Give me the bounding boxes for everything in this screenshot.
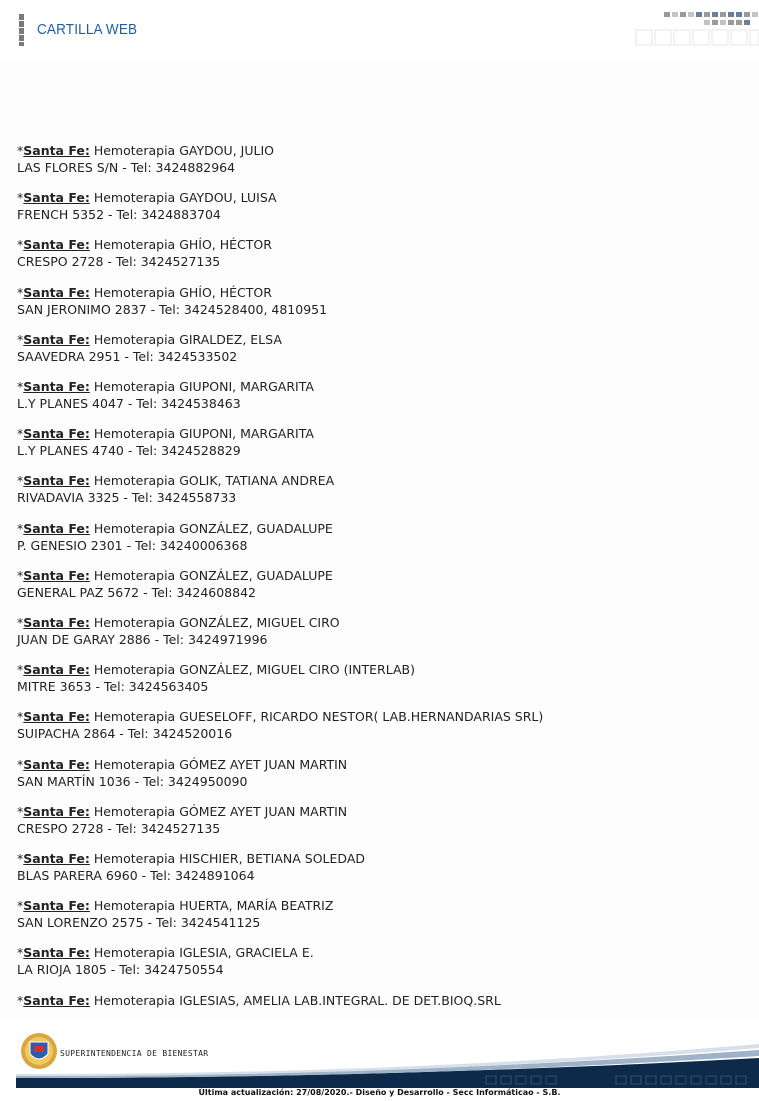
provider-entry xyxy=(17,189,277,223)
provider-city: Santa Fe: xyxy=(23,615,90,630)
provider-heading xyxy=(17,472,334,489)
provider-city: Santa Fe: xyxy=(23,284,90,300)
provider-heading xyxy=(17,567,333,584)
provider-entry xyxy=(17,567,333,601)
provider-heading xyxy=(17,661,415,678)
provider-name: Hemoterapia GHÍO, HÉCTOR xyxy=(93,237,272,253)
provider-entry xyxy=(17,614,340,648)
provider-name: Hemoterapia GIUPONI, MARGARITA xyxy=(93,426,314,442)
organization-name: SUPERINTENDENCIA DE BIENESTAR xyxy=(60,1049,209,1058)
provider-address: P. GENESIO 2301 - Tel: 34240006368 xyxy=(17,537,248,553)
provider-entry xyxy=(17,803,347,837)
provider-city: Santa Fe: xyxy=(23,473,90,489)
provider-heading xyxy=(17,520,333,537)
provider-entry xyxy=(17,142,274,176)
provider-name: Hemoterapia GONZÁLEZ, MIGUEL CIRO xyxy=(93,615,340,630)
bullet-mark: * xyxy=(17,190,24,206)
provider-city: Santa Fe: xyxy=(23,190,90,206)
provider-heading xyxy=(17,897,333,914)
provider-entry xyxy=(17,520,333,554)
provider-address: GENERAL PAZ 5672 - Tel: 3424608842 xyxy=(17,584,256,600)
provider-entry xyxy=(17,378,314,412)
provider-city: Santa Fe: xyxy=(23,237,90,253)
bullet-mark: * xyxy=(17,615,24,630)
provider-name: Hemoterapia GONZÁLEZ, GUADALUPE xyxy=(93,520,333,536)
provider-name: Hemoterapia GAYDOU, LUISA xyxy=(93,190,277,206)
bullet-mark: * xyxy=(17,945,24,961)
provider-name: Hemoterapia IGLESIA, GRACIELA E. xyxy=(93,945,314,961)
provider-city: Santa Fe: xyxy=(23,709,90,725)
provider-heading xyxy=(17,425,314,442)
provider-heading xyxy=(17,378,314,395)
bullet-mark: * xyxy=(17,803,24,819)
provider-address: MITRE 3653 - Tel: 3424563405 xyxy=(17,679,209,695)
bullet-mark: * xyxy=(17,331,24,347)
header-accent-bar xyxy=(19,14,24,46)
provider-address: CRESPO 2728 - Tel: 3424527135 xyxy=(17,820,221,836)
bullet-mark: * xyxy=(17,426,24,442)
provider-name: Hemoterapia GUESELOFF, RICARDO NESTOR( LAB.HERNANDARIAS SRL) xyxy=(93,709,544,725)
provider-entry xyxy=(17,897,333,931)
provider-name: Hemoterapia GIUPONI, MARGARITA xyxy=(93,379,314,394)
provider-entry xyxy=(17,708,543,742)
provider-name: Hemoterapia HUERTA, MARÍA BEATRIZ xyxy=(93,898,334,914)
provider-entry xyxy=(17,472,334,506)
bullet-mark: * xyxy=(17,898,24,914)
provider-name: Hemoterapia GIRALDEZ, ELSA xyxy=(93,331,282,347)
provider-heading xyxy=(17,803,347,820)
bullet-mark: * xyxy=(17,709,24,725)
provider-heading xyxy=(17,756,347,773)
provider-address: L.Y PLANES 4047 - Tel: 3424538463 xyxy=(17,396,241,411)
provider-entry xyxy=(17,944,314,978)
bullet-mark: * xyxy=(17,284,24,300)
provider-address: SUIPACHA 2864 - Tel: 3424520016 xyxy=(17,726,233,742)
provider-name: Hemoterapia GOLIK, TATIANA ANDREA xyxy=(93,473,335,489)
provider-entry xyxy=(17,331,282,365)
provider-entry xyxy=(17,756,347,790)
provider-entry xyxy=(17,850,365,884)
provider-city: Santa Fe: xyxy=(23,803,90,819)
provider-heading xyxy=(17,708,543,725)
provider-city: Santa Fe: xyxy=(23,851,90,866)
provider-name: Hemoterapia GAYDOU, JULIO xyxy=(93,143,274,158)
site-title: CARTILLA WEB xyxy=(37,21,138,38)
provider-name: Hemoterapia GHÍO, HÉCTOR xyxy=(93,284,272,300)
provider-address: JUAN DE GARAY 2886 - Tel: 3424971996 xyxy=(17,632,268,647)
provider-city: Santa Fe: xyxy=(23,662,90,678)
provider-heading xyxy=(17,614,340,631)
provider-name: Hemoterapia IGLESIAS, AMELIA LAB.INTEGRAL. DE DET.BIOQ.SRL xyxy=(93,992,501,1008)
provider-city: Santa Fe: xyxy=(23,331,90,347)
header-decoration xyxy=(634,0,759,50)
provider-address: LAS FLORES S/N - Tel: 3424882964 xyxy=(17,160,236,175)
provider-address: L.Y PLANES 4740 - Tel: 3424528829 xyxy=(17,443,241,459)
provider-heading xyxy=(17,944,314,961)
provider-address: RIVADAVIA 3325 - Tel: 3424558733 xyxy=(17,490,237,506)
bullet-mark: * xyxy=(17,567,24,583)
provider-address: CRESPO 2728 - Tel: 3424527135 xyxy=(17,254,221,270)
last-updated-text: Última actualización: 27/08/2020.- Diseño y Desarrollo - Secc Informáticao - S.B. xyxy=(198,1088,561,1097)
provider-name: Hemoterapia GONZÁLEZ, GUADALUPE xyxy=(93,567,333,583)
provider-city: Santa Fe: xyxy=(23,992,90,1008)
provider-city: Santa Fe: xyxy=(23,756,90,772)
provider-heading xyxy=(17,142,274,159)
provider-heading xyxy=(17,189,277,206)
bullet-mark: * xyxy=(17,379,24,394)
bullet-mark: * xyxy=(17,520,24,536)
provider-heading xyxy=(17,992,501,1009)
bullet-mark: * xyxy=(17,143,24,158)
superintendencia-logo-icon xyxy=(20,1032,58,1070)
provider-address: SAN MARTÍN 1036 - Tel: 3424950090 xyxy=(17,773,248,789)
bullet-mark: * xyxy=(17,662,24,678)
provider-heading xyxy=(17,850,365,867)
bullet-mark: * xyxy=(17,473,24,489)
provider-address: SAN LORENZO 2575 - Tel: 3424541125 xyxy=(17,915,261,931)
provider-entry xyxy=(17,236,272,270)
provider-address: SAN JERONIMO 2837 - Tel: 3424528400, 4810951 xyxy=(17,301,328,317)
bullet-mark: * xyxy=(17,851,24,866)
provider-entry xyxy=(17,425,314,459)
provider-name: Hemoterapia GÓMEZ AYET JUAN MARTIN xyxy=(93,756,348,772)
provider-name: Hemoterapia GÓMEZ AYET JUAN MARTIN xyxy=(93,803,348,819)
provider-address: SAAVEDRA 2951 - Tel: 3424533502 xyxy=(17,348,238,364)
page-header xyxy=(0,0,759,62)
provider-city: Santa Fe: xyxy=(23,520,90,536)
provider-heading xyxy=(17,331,282,348)
provider-address: LA RIOJA 1805 - Tel: 3424750554 xyxy=(17,962,224,978)
provider-city: Santa Fe: xyxy=(23,426,90,442)
provider-name: Hemoterapia GONZÁLEZ, MIGUEL CIRO (INTERLAB) xyxy=(93,662,415,678)
bullet-mark: * xyxy=(17,756,24,772)
provider-city: Santa Fe: xyxy=(23,143,90,158)
provider-city: Santa Fe: xyxy=(23,379,90,394)
bullet-mark: * xyxy=(17,992,24,1008)
page-footer xyxy=(0,1020,759,1101)
provider-heading xyxy=(17,236,272,253)
provider-city: Santa Fe: xyxy=(23,945,90,961)
provider-address: FRENCH 5352 - Tel: 3424883704 xyxy=(17,207,221,223)
provider-entry xyxy=(17,661,415,695)
provider-entry xyxy=(17,284,327,318)
provider-list xyxy=(0,62,759,1020)
provider-entry xyxy=(17,992,501,1009)
provider-heading xyxy=(17,284,327,301)
provider-city: Santa Fe: xyxy=(23,567,90,583)
provider-address: BLAS PARERA 6960 - Tel: 3424891064 xyxy=(17,868,255,883)
provider-name: Hemoterapia HISCHIER, BETIANA SOLEDAD xyxy=(93,851,365,866)
provider-city: Santa Fe: xyxy=(23,898,90,914)
footer-wave-band xyxy=(16,1040,759,1088)
bullet-mark: * xyxy=(17,237,24,253)
